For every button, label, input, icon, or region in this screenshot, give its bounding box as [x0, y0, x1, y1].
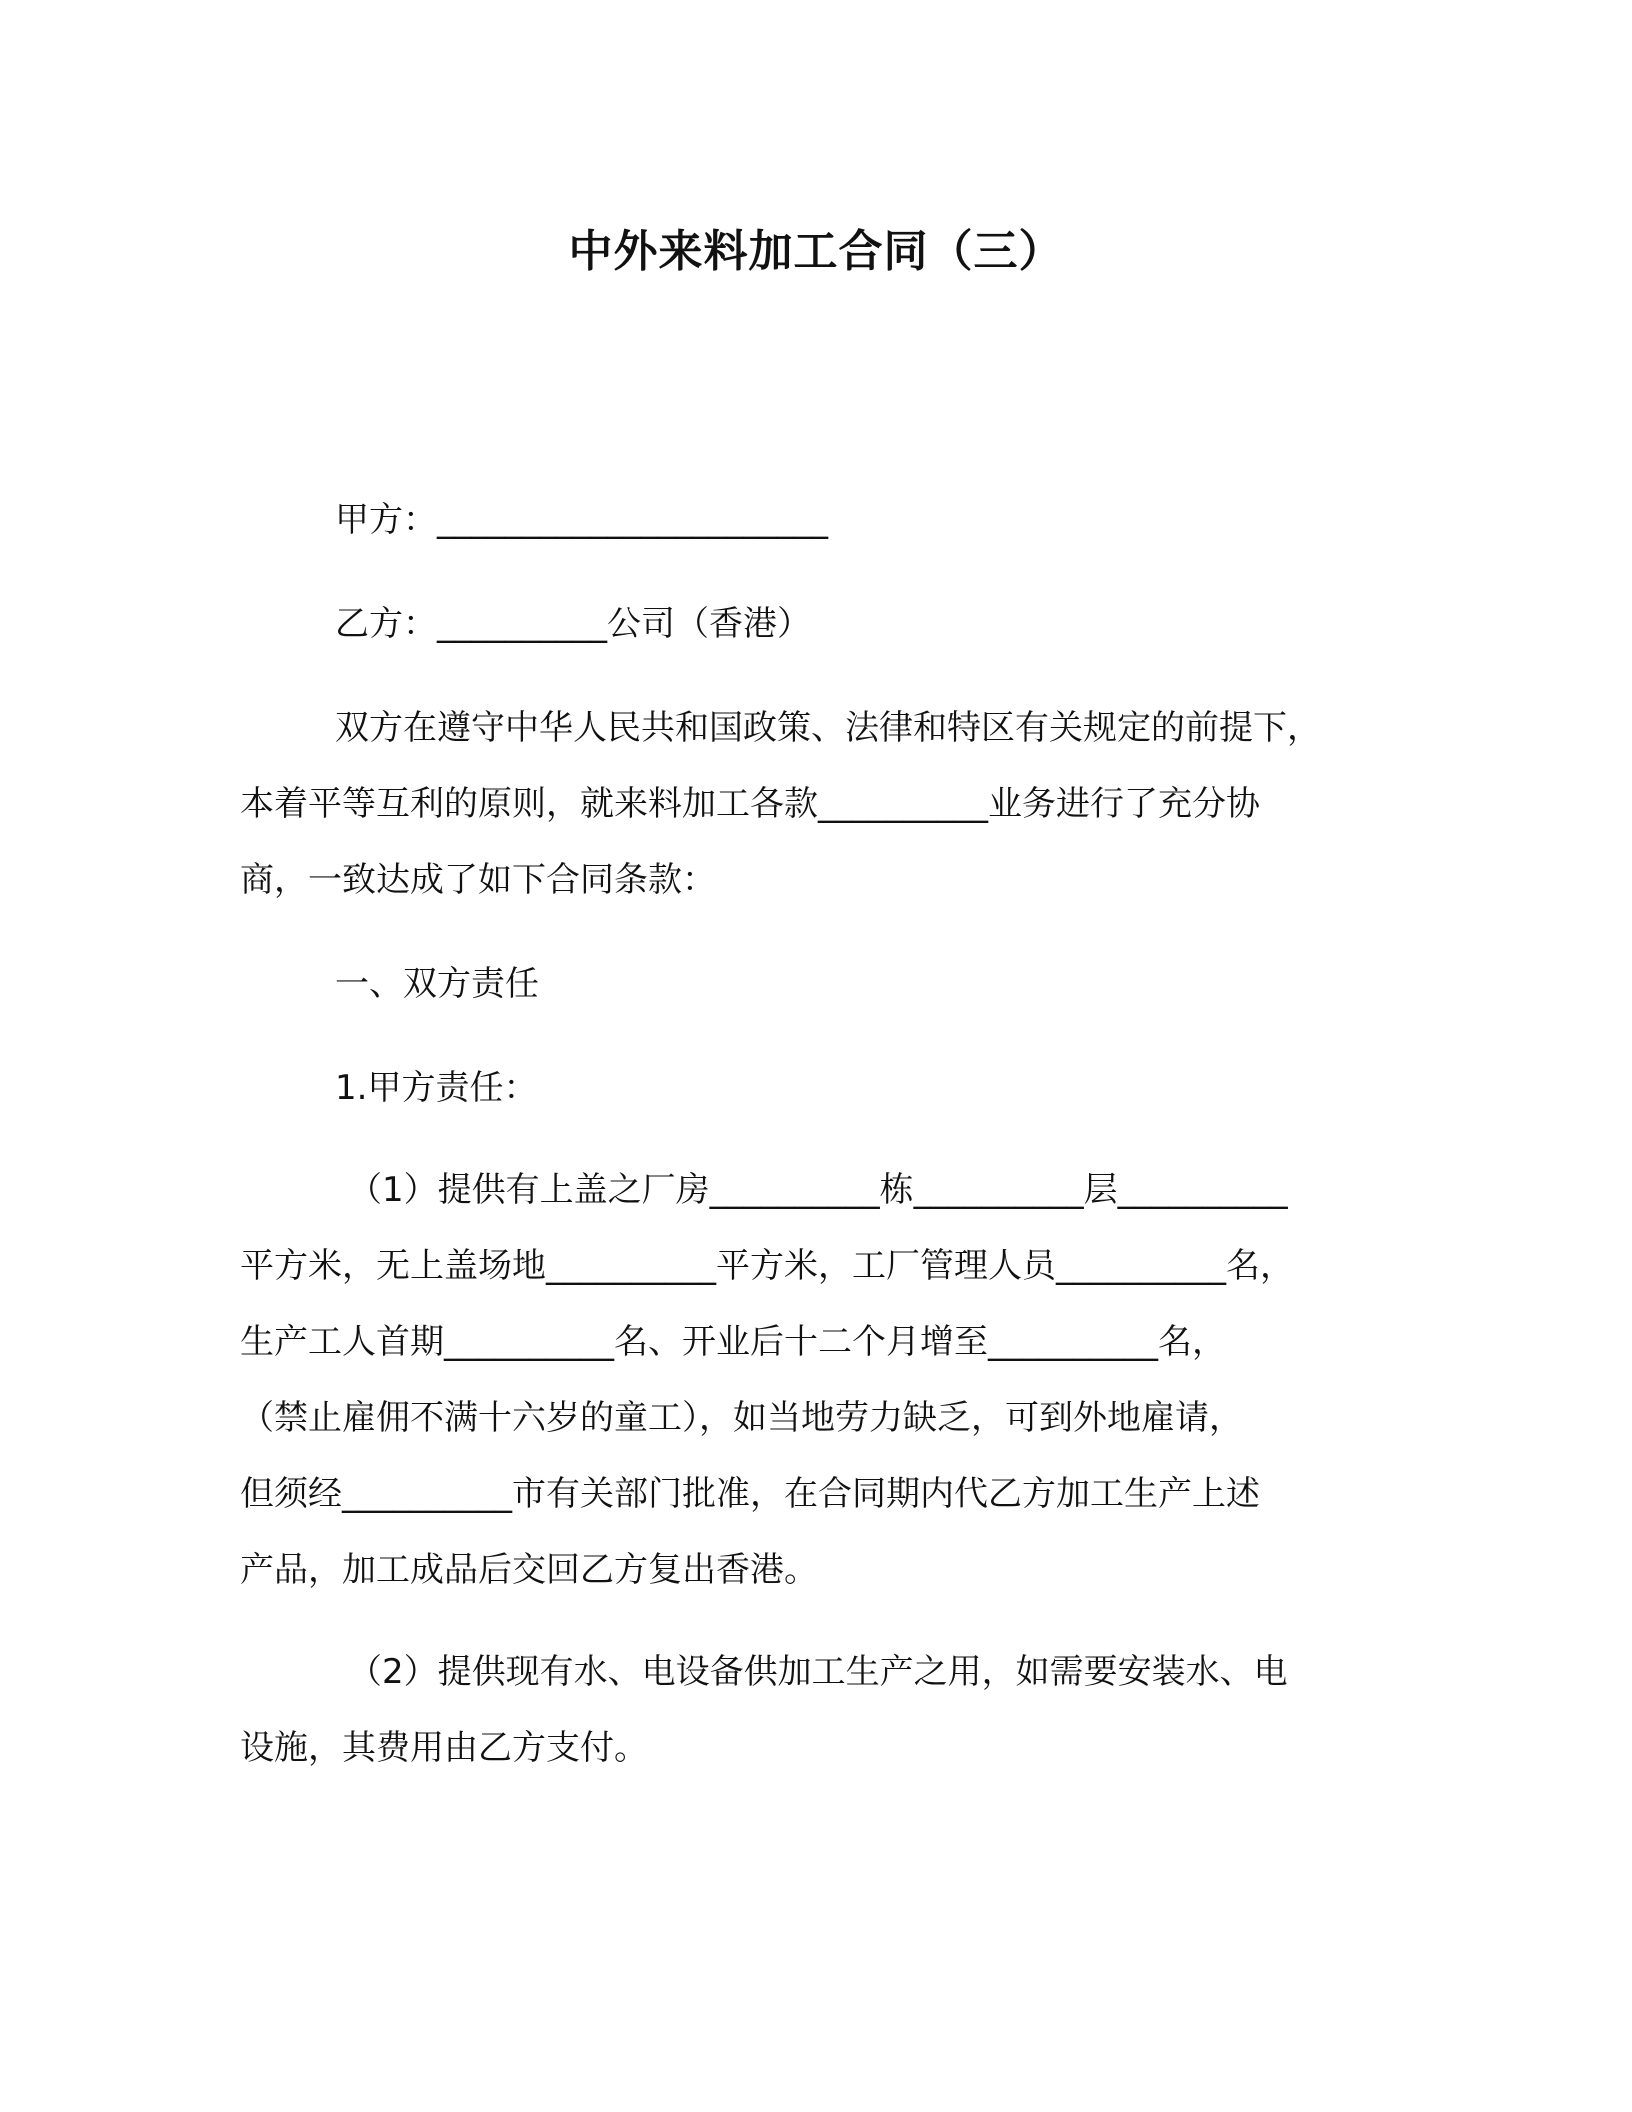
preamble-line-1: 双方在遵守中华人民共和国政策、法律和特区有关规定的前提下，: [335, 708, 1321, 748]
clause-2-line-2: 设施，其费用由乙方支付。: [240, 1728, 648, 1768]
clause-1-line-1: （1）提供有上盖之厂房__________栋__________层__________: [348, 1170, 1288, 1210]
clause-1-line-4: （禁止雇佣不满十六岁的童工），如当地劳力缺乏，可到外地雇请，: [240, 1398, 1243, 1438]
clause-1-line-2: 平方米，无上盖场地__________平方米，工厂管理人员__________名，: [240, 1246, 1294, 1286]
preamble-line-2: 本着平等互利的原则，就来料加工各款__________业务进行了充分协: [240, 784, 1260, 824]
subsection-heading: 1.甲方责任：: [335, 1068, 538, 1108]
clause-1-line-3: 生产工人首期__________名、开业后十二个月增至__________名，: [240, 1322, 1226, 1362]
clause-2-line-1: （2）提供现有水、电设备供加工生产之用，如需要安装水、电: [348, 1652, 1288, 1692]
clause-1-line-6: 产品，加工成品后交回乙方复出香港。: [240, 1550, 818, 1590]
preamble-line-3: 商，一致达成了如下合同条款：: [240, 860, 716, 900]
party-a-line: 甲方：_______________________: [335, 500, 828, 540]
clause-1-line-5: 但须经__________市有关部门批准，在合同期内代乙方加工生产上述: [240, 1474, 1260, 1514]
section-heading: 一、双方责任: [335, 964, 539, 1004]
document-title: 中外来料加工合同（三）: [568, 226, 1064, 277]
party-b-line: 乙方：__________公司（香港）: [335, 604, 811, 644]
